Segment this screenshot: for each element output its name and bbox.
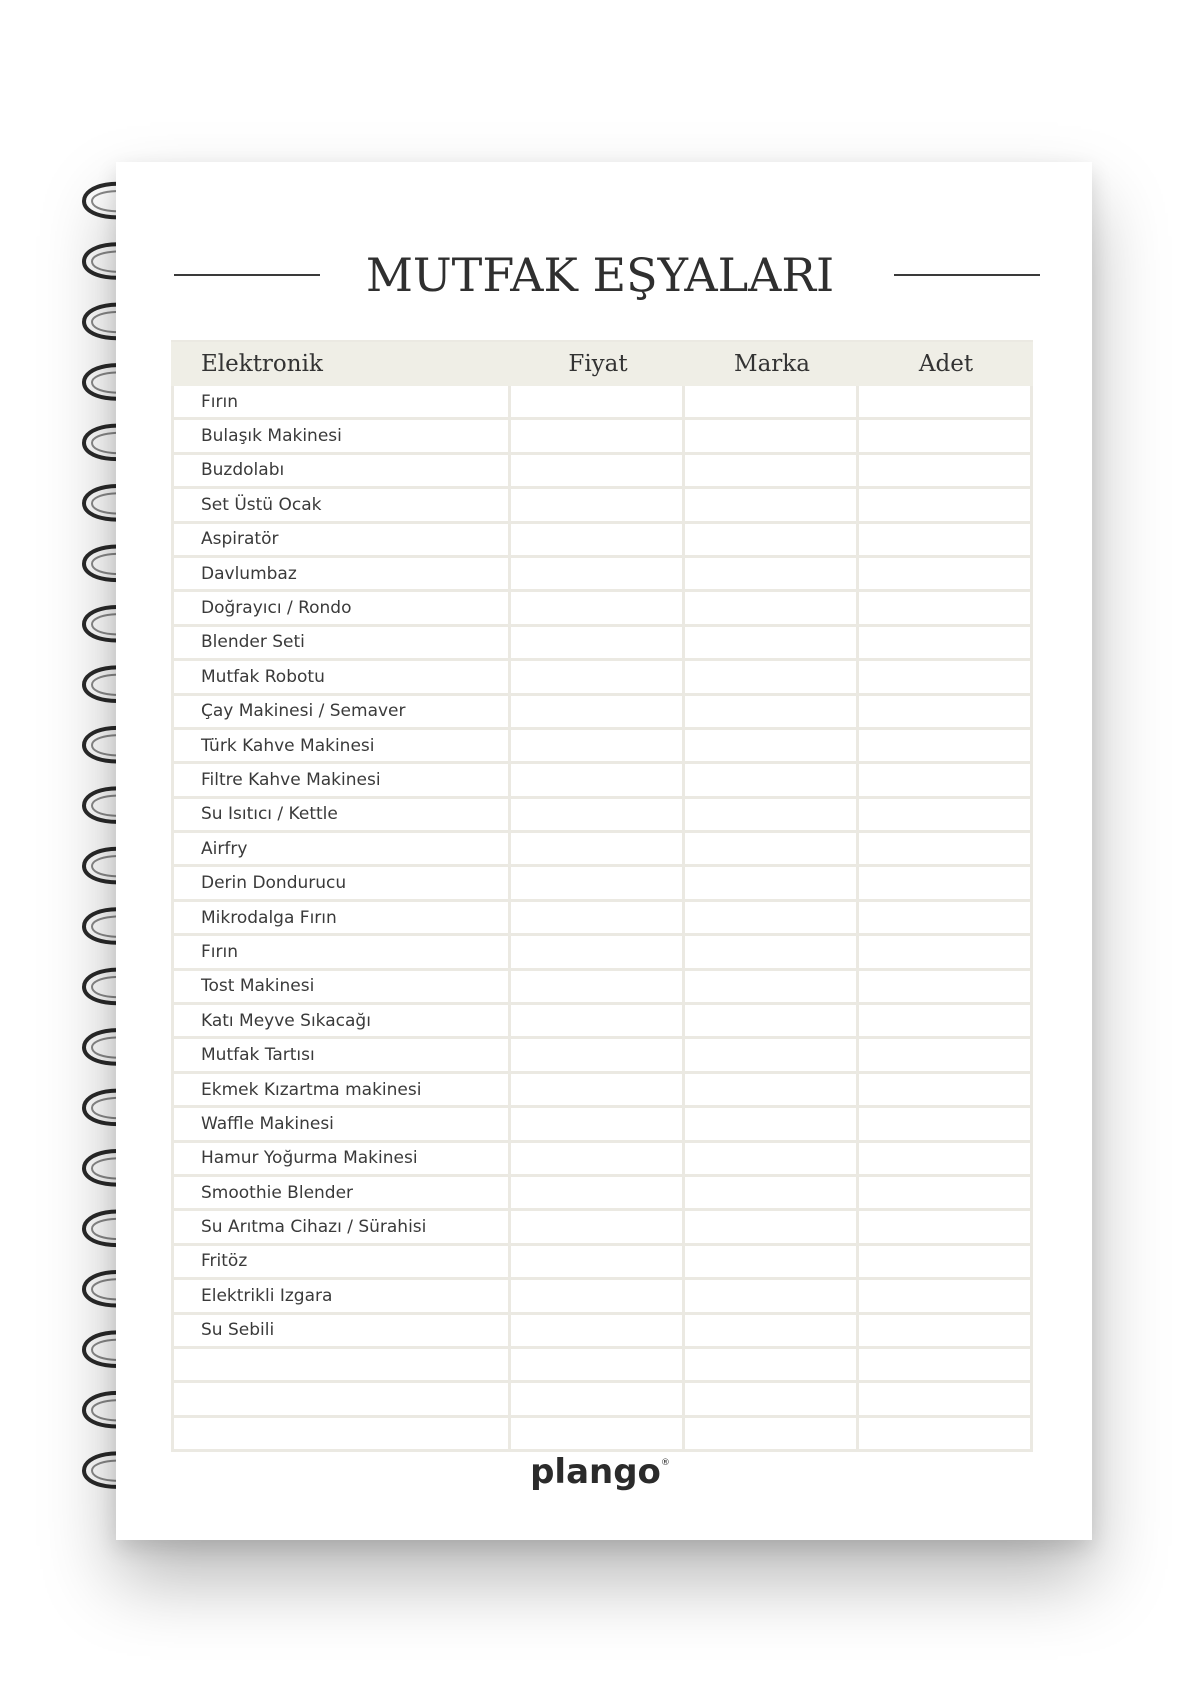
table-row xyxy=(174,764,1030,798)
brand-cell[interactable] xyxy=(685,764,859,795)
item-name: Filtre Kahve Makinesi xyxy=(174,764,511,795)
item-name: Fırın xyxy=(174,936,511,967)
header-elektronik: Elektronik xyxy=(201,351,323,377)
price-cell[interactable] xyxy=(511,1074,685,1105)
item-name: Bulaşık Makinesi xyxy=(174,420,511,451)
price-cell[interactable] xyxy=(511,902,685,933)
quantity-cell[interactable] xyxy=(859,730,1030,761)
item-name: Ekmek Kızartma makinesi xyxy=(174,1074,511,1105)
quantity-cell[interactable] xyxy=(859,1418,1030,1449)
quantity-cell[interactable] xyxy=(859,764,1030,795)
price-cell[interactable] xyxy=(511,524,685,555)
item-name: Doğrayıcı / Rondo xyxy=(174,592,511,623)
item-name: Mutfak Robotu xyxy=(174,661,511,692)
brand-cell[interactable] xyxy=(685,1315,859,1346)
quantity-cell[interactable] xyxy=(859,1074,1030,1105)
quantity-cell[interactable] xyxy=(859,1039,1030,1070)
quantity-cell[interactable] xyxy=(859,971,1030,1002)
brand-cell[interactable] xyxy=(685,902,859,933)
quantity-cell[interactable] xyxy=(859,902,1030,933)
quantity-cell[interactable] xyxy=(859,455,1030,486)
brand-cell[interactable] xyxy=(685,1418,859,1449)
price-cell[interactable] xyxy=(511,592,685,623)
checklist-table xyxy=(171,340,1033,1452)
quantity-cell[interactable] xyxy=(859,489,1030,520)
brand-cell[interactable] xyxy=(685,1039,859,1070)
quantity-cell[interactable] xyxy=(859,386,1030,417)
page-title: MUTFAK EŞYALARI xyxy=(365,248,835,302)
price-cell[interactable] xyxy=(511,489,685,520)
quantity-cell[interactable] xyxy=(859,1383,1030,1414)
table-row xyxy=(174,971,1030,1005)
quantity-cell[interactable] xyxy=(859,1315,1030,1346)
item-name: Davlumbaz xyxy=(174,558,511,589)
quantity-cell[interactable] xyxy=(859,558,1030,589)
brand-cell[interactable] xyxy=(685,1211,859,1242)
table-row xyxy=(174,730,1030,764)
table-row xyxy=(174,1349,1030,1383)
quantity-cell[interactable] xyxy=(859,420,1030,451)
price-cell[interactable] xyxy=(511,833,685,864)
brand-cell[interactable] xyxy=(685,420,859,451)
price-cell[interactable] xyxy=(511,558,685,589)
table-row xyxy=(174,1177,1030,1211)
price-cell[interactable] xyxy=(511,455,685,486)
table-row xyxy=(174,1418,1030,1449)
brand-logo: plango® xyxy=(530,1452,670,1492)
quantity-cell[interactable] xyxy=(859,524,1030,555)
price-cell[interactable] xyxy=(511,1349,685,1380)
brand-cell[interactable] xyxy=(685,1349,859,1380)
item-name: Airfry xyxy=(174,833,511,864)
table-body xyxy=(171,386,1033,1452)
quantity-cell[interactable] xyxy=(859,936,1030,967)
quantity-cell[interactable] xyxy=(859,867,1030,898)
item-name xyxy=(174,1383,511,1414)
table-row xyxy=(174,1143,1030,1177)
item-name: Derin Dondurucu xyxy=(174,867,511,898)
price-cell[interactable] xyxy=(511,867,685,898)
brand-cell[interactable] xyxy=(685,1143,859,1174)
quantity-cell[interactable] xyxy=(859,1349,1030,1380)
item-name: Çay Makinesi / Semaver xyxy=(174,696,511,727)
price-cell[interactable] xyxy=(511,936,685,967)
table-row xyxy=(174,524,1030,558)
table-row xyxy=(174,1315,1030,1349)
price-cell[interactable] xyxy=(511,1177,685,1208)
price-cell[interactable] xyxy=(511,1211,685,1242)
price-cell[interactable] xyxy=(511,1383,685,1414)
table-row xyxy=(174,1039,1030,1073)
quantity-cell[interactable] xyxy=(859,1177,1030,1208)
table-row xyxy=(174,1246,1030,1280)
brand-cell[interactable] xyxy=(685,696,859,727)
table-row xyxy=(174,1074,1030,1108)
item-name: Su Isıtıcı / Kettle xyxy=(174,799,511,830)
price-cell[interactable] xyxy=(511,1143,685,1174)
item-name: Buzdolabı xyxy=(174,455,511,486)
brand-cell[interactable] xyxy=(685,592,859,623)
table-row xyxy=(174,696,1030,730)
brand-text: plango xyxy=(530,1452,661,1492)
item-name: Set Üstü Ocak xyxy=(174,489,511,520)
table-row xyxy=(174,455,1030,489)
table-row xyxy=(174,592,1030,626)
table-row xyxy=(174,1383,1030,1417)
table-row xyxy=(174,1005,1030,1039)
quantity-cell[interactable] xyxy=(859,799,1030,830)
title-rule-left xyxy=(174,274,320,276)
table-row xyxy=(174,936,1030,970)
brand-cell[interactable] xyxy=(685,489,859,520)
table-row xyxy=(174,867,1030,901)
header-marka: Marka xyxy=(734,351,810,377)
item-name: Waffle Makinesi xyxy=(174,1108,511,1139)
item-name: Tost Makinesi xyxy=(174,971,511,1002)
price-cell[interactable] xyxy=(511,1280,685,1311)
brand-cell[interactable] xyxy=(685,524,859,555)
brand-cell[interactable] xyxy=(685,971,859,1002)
table-row xyxy=(174,489,1030,523)
brand-cell[interactable] xyxy=(685,833,859,864)
table-row xyxy=(174,627,1030,661)
item-name xyxy=(174,1418,511,1449)
brand-cell[interactable] xyxy=(685,386,859,417)
price-cell[interactable] xyxy=(511,386,685,417)
item-name: Mutfak Tartısı xyxy=(174,1039,511,1070)
price-cell[interactable] xyxy=(511,1005,685,1036)
price-cell[interactable] xyxy=(511,696,685,727)
header-fiyat: Fiyat xyxy=(568,351,628,377)
item-name: Fırın xyxy=(174,386,511,417)
brand-cell[interactable] xyxy=(685,1177,859,1208)
table-row xyxy=(174,558,1030,592)
table-row xyxy=(174,1280,1030,1314)
item-name: Mikrodalga Fırın xyxy=(174,902,511,933)
brand-cell[interactable] xyxy=(685,558,859,589)
brand-cell[interactable] xyxy=(685,1074,859,1105)
item-name: Katı Meyve Sıkacağı xyxy=(174,1005,511,1036)
price-cell[interactable] xyxy=(511,1246,685,1277)
price-cell[interactable] xyxy=(511,1108,685,1139)
title-rule-right xyxy=(894,274,1040,276)
table-row xyxy=(174,661,1030,695)
brand-cell[interactable] xyxy=(685,661,859,692)
item-name xyxy=(174,1349,511,1380)
table-row xyxy=(174,902,1030,936)
price-cell[interactable] xyxy=(511,1039,685,1070)
quantity-cell[interactable] xyxy=(859,1108,1030,1139)
quantity-cell[interactable] xyxy=(859,661,1030,692)
brand-cell[interactable] xyxy=(685,1246,859,1277)
table-row xyxy=(174,386,1030,420)
price-cell[interactable] xyxy=(511,971,685,1002)
quantity-cell[interactable] xyxy=(859,1143,1030,1174)
item-name: Smoothie Blender xyxy=(174,1177,511,1208)
brand-cell[interactable] xyxy=(685,936,859,967)
price-cell[interactable] xyxy=(511,661,685,692)
quantity-cell[interactable] xyxy=(859,696,1030,727)
item-name: Su Sebili xyxy=(174,1315,511,1346)
brand-cell[interactable] xyxy=(685,627,859,658)
header-adet: Adet xyxy=(918,351,974,377)
price-cell[interactable] xyxy=(511,799,685,830)
quantity-cell[interactable] xyxy=(859,627,1030,658)
price-cell[interactable] xyxy=(511,764,685,795)
table-row xyxy=(174,833,1030,867)
quantity-cell[interactable] xyxy=(859,1005,1030,1036)
table-row xyxy=(174,1211,1030,1245)
table-header xyxy=(171,340,1033,386)
quantity-cell[interactable] xyxy=(859,1246,1030,1277)
item-name: Su Arıtma Cihazı / Sürahisi xyxy=(174,1211,511,1242)
brand-cell[interactable] xyxy=(685,799,859,830)
item-name: Aspiratör xyxy=(174,524,511,555)
item-name: Elektrikli Izgara xyxy=(174,1280,511,1311)
price-cell[interactable] xyxy=(511,1418,685,1449)
brand-cell[interactable] xyxy=(685,730,859,761)
quantity-cell[interactable] xyxy=(859,1280,1030,1311)
brand-cell[interactable] xyxy=(685,1108,859,1139)
price-cell[interactable] xyxy=(511,627,685,658)
brand-cell[interactable] xyxy=(685,455,859,486)
quantity-cell[interactable] xyxy=(859,592,1030,623)
brand-cell[interactable] xyxy=(685,1280,859,1311)
quantity-cell[interactable] xyxy=(859,1211,1030,1242)
item-name: Hamur Yoğurma Makinesi xyxy=(174,1143,511,1174)
price-cell[interactable] xyxy=(511,420,685,451)
quantity-cell[interactable] xyxy=(859,833,1030,864)
price-cell[interactable] xyxy=(511,730,685,761)
brand-cell[interactable] xyxy=(685,1005,859,1036)
item-name: Türk Kahve Makinesi xyxy=(174,730,511,761)
brand-cell[interactable] xyxy=(685,867,859,898)
item-name: Fritöz xyxy=(174,1246,511,1277)
price-cell[interactable] xyxy=(511,1315,685,1346)
table-row xyxy=(174,1108,1030,1142)
table-row xyxy=(174,420,1030,454)
item-name: Blender Seti xyxy=(174,627,511,658)
brand-cell[interactable] xyxy=(685,1383,859,1414)
table-row xyxy=(174,799,1030,833)
